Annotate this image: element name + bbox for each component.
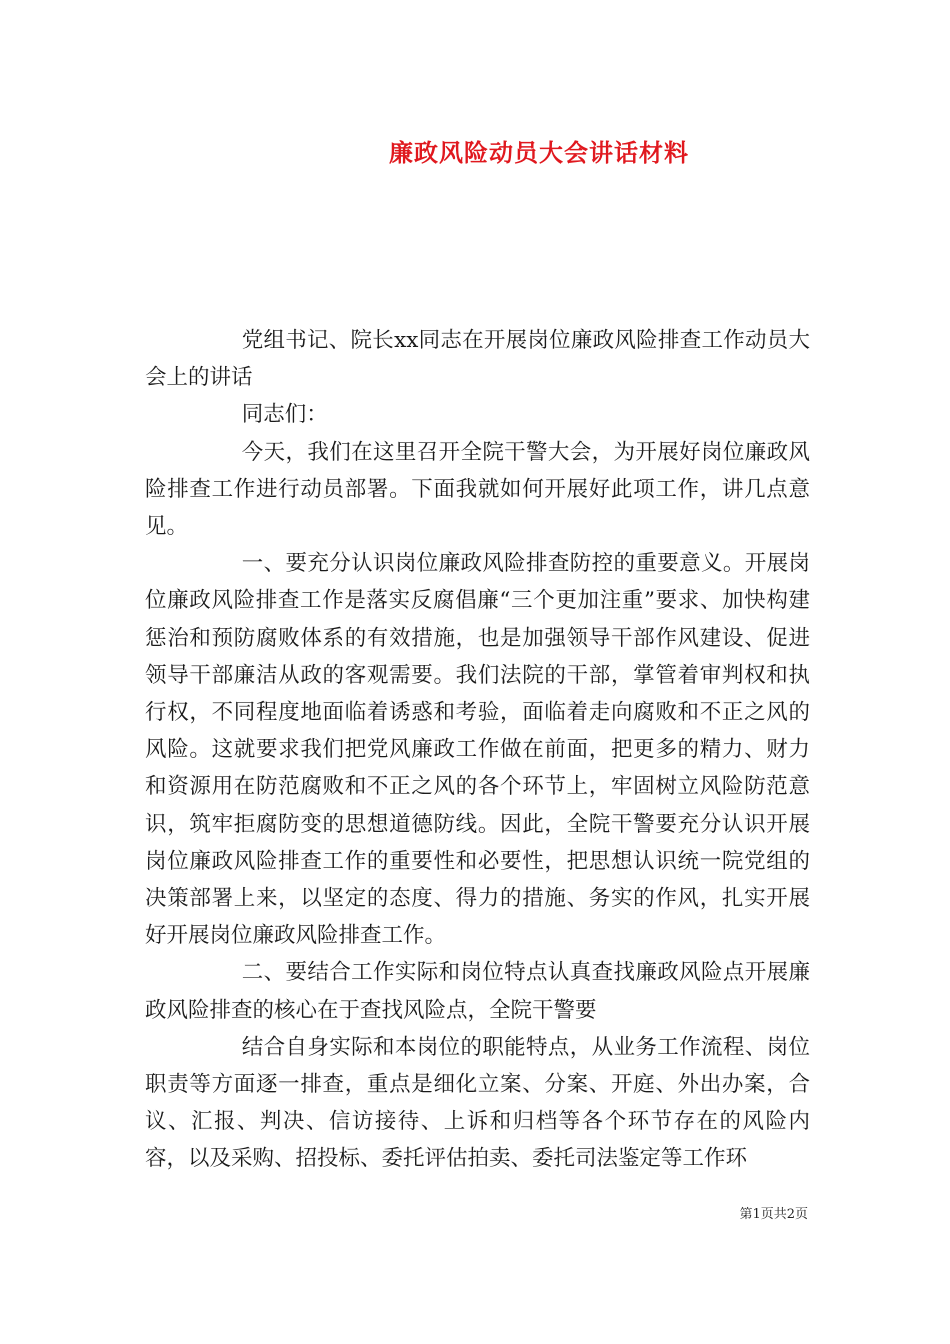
paragraph-salutation: 同志们： [241, 402, 328, 428]
paragraph-section-one: 一、要充分认识岗位廉政风险排查防控的重要意义。开展岗位廉政风险排查工作是落实反腐倡廉“三个更加注重”要求、加快构建惩治和预防腐败体系的有效措施，也是加强领导干部作风建设、促进领导干部廉洁从政的客观需要。我们法院的干部，掌管着审判权和执行权，不同程度地面临着诱惑和考验，面临着走向腐败和不正之风的风险。这就要求我们把党风廉政工作做在前面，把更多的精力、财力和资源用在防范腐败和不正之风的各个环节上，牢固树立风险防范意识，筑牢拒腐防变的思想道德防线。因此，全院干警要充分认识开展岗位廉政风险排查工作的重要性和必要性，把思想认识统一院党组的决策部署上来，以坚定的态度、得力的措施、务实的作风，扎实开展好开展岗位廉政风险排查工作。 [145, 551, 810, 949]
paragraph-intro: 今天，我们在这里召开全院干警大会，为开展好岗位廉政风险排查工作进行动员部署。下面我就如何开展好此项工作，讲几点意见。 [145, 439, 810, 540]
page-number: 第1页共2页 [739, 1207, 808, 1222]
paragraph-section-two-cont: 结合自身实际和本岗位的职能特点，从业务工作流程、岗位职责等方面逐一排查，重点是细化立案、分案、开庭、外出办案，合议、汇报、判决、信访接待、上诉和归档等各个环节存在的风险内容，以及采购、招投标、委托评估拍卖、委托司法鉴定等工作环 [145, 1034, 810, 1172]
paragraph-section-two: 二、要结合工作实际和岗位特点认真查找廉政风险点开展廉政风险排查的核心在于查找风险点，全院干警要 [145, 960, 810, 1023]
document-body [145, 322, 810, 1178]
paragraph-heading: 党组书记、院长xx同志在开展岗位廉政风险排查工作动员大会上的讲话 [145, 328, 810, 391]
document-title: 廉政风险动员大会讲话材料 [389, 138, 689, 167]
